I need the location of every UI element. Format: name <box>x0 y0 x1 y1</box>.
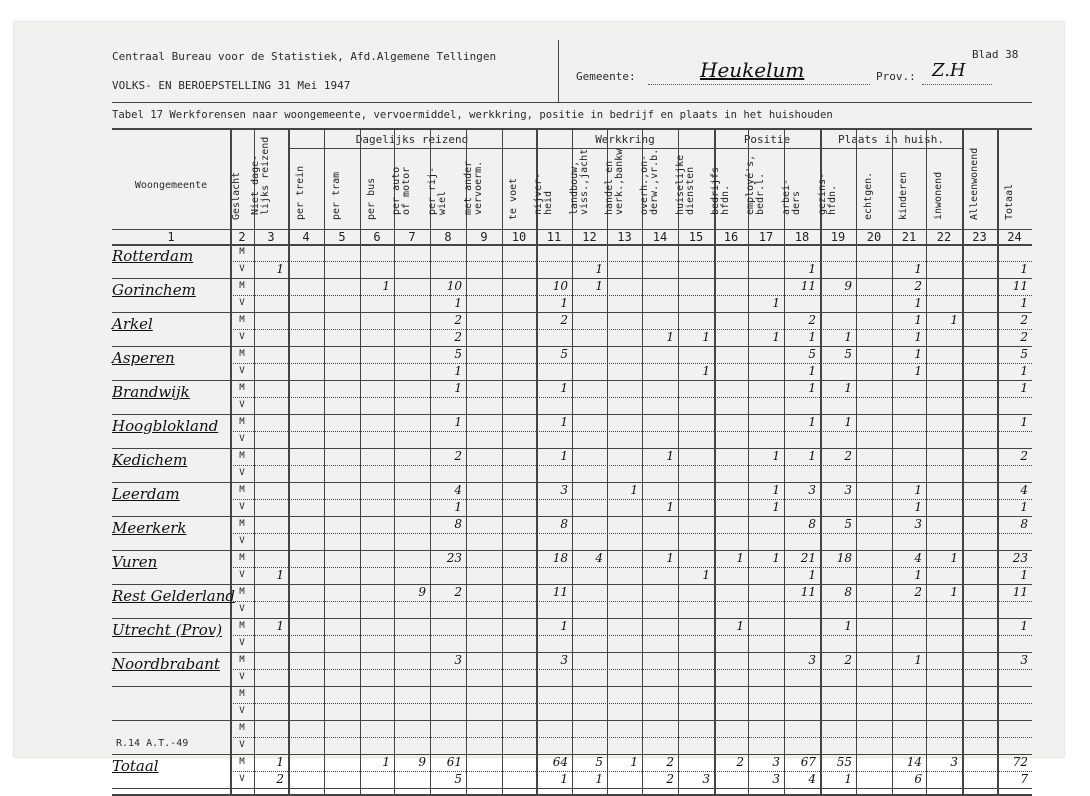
col-header-24 <box>997 128 1032 229</box>
count-value: 1 <box>914 483 922 497</box>
row-m-rule <box>230 703 1032 704</box>
col-header-11 <box>533 148 572 229</box>
count-value: 8 <box>844 585 852 599</box>
col-header-label: inwonend <box>933 171 944 220</box>
col-header-21 <box>892 148 926 229</box>
woongemeente-name: Meerkerk <box>112 519 187 537</box>
col-header-label: Alleenwonend <box>968 147 980 220</box>
count-value: 2 <box>560 313 568 327</box>
col-number: 24 <box>1007 230 1022 244</box>
col-header-3 <box>250 128 288 229</box>
count-value: 1 <box>276 568 284 582</box>
count-value: 1 <box>1020 619 1028 633</box>
count-value: 11 <box>800 585 816 599</box>
count-value: 1 <box>844 381 852 395</box>
row-m-rule <box>230 397 1032 398</box>
count-value: 1 <box>702 568 710 582</box>
prov-value: Z.H <box>932 60 966 81</box>
row-rule <box>112 414 1032 415</box>
woongemeente-name: Utrecht (Prov) <box>112 621 223 639</box>
count-value: 1 <box>772 296 780 310</box>
count-value: 3 <box>808 483 816 497</box>
count-value: 1 <box>276 262 284 276</box>
sex-v: V <box>239 740 245 750</box>
col-header-4 <box>288 148 324 229</box>
col-number: 2 <box>238 230 246 244</box>
col-number: 7 <box>408 230 416 244</box>
count-value: 1 <box>666 551 674 565</box>
count-value: 5 <box>595 755 603 769</box>
col-header-12 <box>568 148 607 229</box>
gemeente-line <box>648 84 870 85</box>
count-value: 10 <box>446 279 462 293</box>
col-header-16 <box>710 148 748 229</box>
count-value: 2 <box>666 755 674 769</box>
sex-m: M <box>239 417 245 427</box>
count-value: 1 <box>808 262 816 276</box>
count-value: 3 <box>950 755 958 769</box>
count-value: 3 <box>808 653 816 667</box>
sex-m: M <box>239 451 245 461</box>
count-value: 2 <box>454 330 462 344</box>
count-value: 1 <box>595 772 603 786</box>
count-value: 1 <box>914 313 922 327</box>
count-value: 1 <box>560 415 568 429</box>
group-label-dagelijks: Dagelijks reizend <box>355 133 469 146</box>
col-header-label: per tram <box>331 171 342 220</box>
row-m-rule <box>230 635 1032 636</box>
sex-m: M <box>239 349 245 359</box>
sex-v: V <box>239 536 245 546</box>
blad-label: Blad 38 <box>972 48 1019 61</box>
woongemeente-name: Vuren <box>112 553 158 571</box>
count-value: 11 <box>552 585 568 599</box>
sex-m: M <box>239 315 245 325</box>
woongemeente-name: Gorinchem <box>112 281 196 299</box>
count-value: 1 <box>1020 500 1028 514</box>
count-value: 5 <box>844 517 852 531</box>
count-value: 2 <box>736 755 744 769</box>
col-header-label: bedrijfs- hfdn. <box>710 160 731 215</box>
count-value: 3 <box>772 755 780 769</box>
sex-v: V <box>239 400 245 410</box>
col-number: 21 <box>901 230 917 244</box>
col-number: 18 <box>794 230 810 244</box>
count-value: 5 <box>454 347 462 361</box>
col-header-8 <box>427 148 466 229</box>
col-header-5 <box>324 148 360 229</box>
woongemeente-name: Brandwijk <box>112 383 190 401</box>
count-value: 9 <box>418 585 426 599</box>
count-value: 1 <box>1020 262 1028 276</box>
row-rule <box>112 686 1032 687</box>
col-header-label: kinderen <box>898 171 909 220</box>
count-value: 3 <box>454 653 462 667</box>
row-m-rule <box>230 533 1032 534</box>
sex-v: V <box>239 366 245 376</box>
count-value: 1 <box>914 262 922 276</box>
group-label-positie: Positie <box>743 133 791 146</box>
count-value: 3 <box>1020 653 1028 667</box>
count-value: 1 <box>844 772 852 786</box>
col-header-15 <box>675 148 714 229</box>
count-value: 1 <box>772 500 780 514</box>
count-value: 72 <box>1012 755 1028 769</box>
count-value: 2 <box>914 585 922 599</box>
sex-v: V <box>239 570 245 580</box>
sex-m: M <box>239 757 245 767</box>
count-value: 1 <box>808 364 816 378</box>
count-value: 4 <box>808 772 816 786</box>
count-value: 2 <box>666 772 674 786</box>
count-value: 6 <box>914 772 922 786</box>
prov-line <box>922 84 992 85</box>
col-header-13 <box>603 148 642 229</box>
count-value: 1 <box>630 483 638 497</box>
count-value: 1 <box>1020 381 1028 395</box>
count-value: 1 <box>560 772 568 786</box>
count-value: 55 <box>836 755 852 769</box>
col-header-17 <box>745 148 784 229</box>
sex-m: M <box>239 553 245 563</box>
count-value: 2 <box>844 653 852 667</box>
col-header-label: overh.,on- derw.,vr.b. <box>639 148 660 215</box>
row-rule <box>112 618 1032 619</box>
sex-v: V <box>239 332 245 342</box>
count-value: 1 <box>950 313 958 327</box>
col-number: 1 <box>167 230 175 244</box>
count-value: 61 <box>446 755 462 769</box>
count-value: 23 <box>1012 551 1028 565</box>
count-value: 1 <box>772 551 780 565</box>
sex-v: V <box>239 434 245 444</box>
count-value: 1 <box>808 568 816 582</box>
count-value: 8 <box>808 517 816 531</box>
sex-m: M <box>239 485 245 495</box>
col-number: 23 <box>972 230 987 244</box>
count-value: 7 <box>1020 772 1028 786</box>
count-value: 1 <box>914 364 922 378</box>
count-value: 10 <box>552 279 568 293</box>
col-header-10 <box>502 148 536 229</box>
gemeente-label: Gemeente: <box>576 70 636 83</box>
sex-v: V <box>239 638 245 648</box>
count-value: 3 <box>772 772 780 786</box>
count-value: 1 <box>666 449 674 463</box>
count-value: 1 <box>1020 364 1028 378</box>
count-value: 1 <box>844 619 852 633</box>
count-value: 1 <box>702 330 710 344</box>
count-value: 1 <box>950 585 958 599</box>
count-value: 1 <box>560 619 568 633</box>
count-value: 3 <box>844 483 852 497</box>
col-header-6 <box>360 148 394 229</box>
count-value: 1 <box>454 364 462 378</box>
col-header-label: echtgen. <box>863 171 874 220</box>
col-header-9 <box>463 148 502 229</box>
row-m-rule <box>230 431 1032 432</box>
count-value: 4 <box>1020 483 1028 497</box>
count-value: 1 <box>276 619 284 633</box>
count-value: 1 <box>772 449 780 463</box>
prov-label: Prov.: <box>876 70 916 83</box>
count-value: 1 <box>914 330 922 344</box>
count-value: 1 <box>950 551 958 565</box>
count-value: 1 <box>736 619 744 633</box>
count-value: 1 <box>914 653 922 667</box>
col-number: 9 <box>480 230 488 244</box>
count-value: 1 <box>808 330 816 344</box>
col-header-label: te voet <box>508 177 519 220</box>
col-header-label: Geslacht <box>231 171 242 220</box>
row-rule <box>112 788 1032 789</box>
count-value: 2 <box>808 313 816 327</box>
count-value: 18 <box>552 551 568 565</box>
gemeente-value: Heukelum <box>700 58 805 82</box>
census-line: VOLKS- EN BEROEPSTELLING 31 Mei 1947 <box>112 79 351 92</box>
count-value: 1 <box>454 381 462 395</box>
col-header-label: Totaal <box>1003 183 1015 220</box>
sex-v: V <box>239 774 245 784</box>
sex-v: V <box>239 502 245 512</box>
row-m-rule <box>230 601 1032 602</box>
count-value: 3 <box>560 483 568 497</box>
count-value: 1 <box>454 415 462 429</box>
count-value: 14 <box>906 755 922 769</box>
col-header-label: per rij- wiel <box>427 166 448 215</box>
col-header-label: handel en verk.,bankw <box>603 148 625 215</box>
col-header-20 <box>856 148 892 229</box>
col-number: 3 <box>267 230 275 244</box>
sex-v: V <box>239 298 245 308</box>
sex-m: M <box>239 383 245 393</box>
count-value: 1 <box>772 330 780 344</box>
count-value: 1 <box>454 500 462 514</box>
form-number: R.14 A.T.-49 <box>116 738 189 749</box>
count-value: 1 <box>772 483 780 497</box>
col-number: 10 <box>511 230 527 244</box>
count-value: 3 <box>914 517 922 531</box>
count-value: 1 <box>560 381 568 395</box>
col-number: 13 <box>617 230 632 244</box>
count-value: 1 <box>630 755 638 769</box>
col-header-19 <box>817 148 856 229</box>
count-value: 64 <box>552 755 568 769</box>
count-value: 1 <box>1020 568 1028 582</box>
sex-m: M <box>239 247 245 257</box>
count-value: 1 <box>560 449 568 463</box>
count-value: 2 <box>914 279 922 293</box>
col-header-label: per trein <box>295 165 306 220</box>
count-value: 2 <box>454 449 462 463</box>
row-m-rule <box>230 465 1032 466</box>
sex-v: V <box>239 604 245 614</box>
col-number: 8 <box>444 230 452 244</box>
col-header-22 <box>926 148 962 229</box>
count-value: 5 <box>560 347 568 361</box>
count-value: 1 <box>666 500 674 514</box>
count-value: 9 <box>844 279 852 293</box>
sex-m: M <box>239 587 245 597</box>
count-value: 5 <box>844 347 852 361</box>
col-number: 5 <box>338 230 346 244</box>
count-value: 1 <box>382 755 390 769</box>
count-value: 1 <box>808 381 816 395</box>
bureau-line: Centraal Bureau voor de Statistiek, Afd.Algemene Tellingen <box>112 50 497 63</box>
count-value: 2 <box>454 313 462 327</box>
col-header-label: per bus <box>366 177 377 220</box>
count-value: 1 <box>702 364 710 378</box>
sex-v: V <box>239 264 245 274</box>
col-number: 14 <box>652 230 668 244</box>
count-value: 2 <box>454 585 462 599</box>
group-label-werkkring: Werkkring <box>595 133 655 146</box>
count-value: 1 <box>276 755 284 769</box>
col-header-label: per auto of motor <box>391 166 412 215</box>
count-value: 1 <box>914 568 922 582</box>
count-value: 1 <box>914 347 922 361</box>
col-number: 20 <box>866 230 882 244</box>
sex-v: V <box>239 468 245 478</box>
count-value: 1 <box>666 330 674 344</box>
count-value: 1 <box>1020 415 1028 429</box>
count-value: 1 <box>382 279 390 293</box>
count-value: 67 <box>800 755 816 769</box>
count-value: 1 <box>454 296 462 310</box>
woongemeente-name: Hoogblokland <box>112 417 219 435</box>
count-value: 3 <box>560 653 568 667</box>
woongemeente-name: Noordbrabant <box>112 655 220 673</box>
count-value: 3 <box>702 772 710 786</box>
woongemeente-name: Rotterdam <box>112 247 194 265</box>
header-divider <box>558 40 559 102</box>
col-header-label: gezins- hfdn. <box>817 172 838 215</box>
col-number: 17 <box>758 230 774 244</box>
woongemeente-name: Asperen <box>112 349 175 367</box>
col-header-woongemeente: Woongemeente <box>134 180 208 191</box>
row-m-rule <box>230 669 1032 670</box>
col-header-14 <box>639 148 678 229</box>
col-number: 15 <box>688 230 704 244</box>
sex-m: M <box>239 655 245 665</box>
sex-m: M <box>239 519 245 529</box>
col-number: 12 <box>582 230 597 244</box>
census-form-sheet <box>14 22 1064 786</box>
col-header-label: employé's, bedr.l. <box>745 154 766 215</box>
count-value: 4 <box>914 551 922 565</box>
count-value: 23 <box>446 551 462 565</box>
count-value: 5 <box>454 772 462 786</box>
count-value: 2 <box>1020 313 1028 327</box>
count-value: 18 <box>836 551 852 565</box>
col-number: 6 <box>373 230 381 244</box>
sex-m: M <box>239 723 245 733</box>
count-value: 1 <box>736 551 744 565</box>
sex-m: M <box>239 689 245 699</box>
woongemeente-name: Rest Gelderland <box>112 587 235 605</box>
col-header-label: landbouw, viss.,jacht <box>568 148 590 215</box>
col-number: 4 <box>302 230 310 244</box>
count-value: 4 <box>454 483 462 497</box>
count-value: 1 <box>808 415 816 429</box>
group-label-plaats: Plaats in huish. <box>838 133 944 146</box>
col-number: 22 <box>936 230 952 244</box>
count-value: 1 <box>844 415 852 429</box>
count-value: 1 <box>808 449 816 463</box>
count-value: 4 <box>595 551 603 565</box>
count-value: 8 <box>560 517 568 531</box>
count-value: 1 <box>844 330 852 344</box>
sex-v: V <box>239 672 245 682</box>
count-value: 8 <box>454 517 462 531</box>
woongemeente-name: Leerdam <box>112 485 180 503</box>
col-header-label: met ander vervoerm. <box>463 160 484 215</box>
count-value: 1 <box>595 279 603 293</box>
count-value: 2 <box>844 449 852 463</box>
table-title: Tabel 17 Werkforensen naar woongemeente, vervoermiddel, werkkring, positie in bedrijf en plaats in het huishouden <box>112 109 833 121</box>
sex-m: M <box>239 621 245 631</box>
col-header-label: huiselijke diensten <box>675 154 696 215</box>
row-rule <box>112 448 1032 449</box>
col-number: 11 <box>546 230 562 244</box>
col-header-label: arbei- ders <box>781 178 802 215</box>
sex-v: V <box>239 706 245 716</box>
col-header-label: Niet dage- lijks reizend <box>250 136 271 215</box>
sex-m: M <box>239 281 245 291</box>
count-value: 11 <box>1012 279 1028 293</box>
count-value: 8 <box>1020 517 1028 531</box>
row-m-rule <box>230 737 1032 738</box>
woongemeente-name: Kedichem <box>112 451 188 469</box>
col-number: 16 <box>723 230 739 244</box>
count-value: 1 <box>914 500 922 514</box>
row-rule <box>112 720 1032 721</box>
col-header-18 <box>781 148 820 229</box>
count-value: 11 <box>1012 585 1028 599</box>
col-header-label: nijver- heid <box>533 172 554 215</box>
count-value: 21 <box>800 551 816 565</box>
count-value: 9 <box>418 755 426 769</box>
col-header-7 <box>391 148 430 229</box>
count-value: 2 <box>1020 449 1028 463</box>
woongemeente-name: Arkel <box>112 315 153 333</box>
woongemeente-name: Totaal <box>112 757 159 775</box>
count-value: 5 <box>808 347 816 361</box>
col-header-23 <box>962 128 997 229</box>
count-value: 11 <box>800 279 816 293</box>
count-value: 2 <box>276 772 284 786</box>
count-value: 1 <box>914 296 922 310</box>
col-number: 19 <box>830 230 846 244</box>
count-value: 5 <box>1020 347 1028 361</box>
count-value: 2 <box>1020 330 1028 344</box>
row-rule <box>112 380 1032 381</box>
count-value: 1 <box>1020 296 1028 310</box>
count-value: 1 <box>595 262 603 276</box>
count-value: 1 <box>560 296 568 310</box>
header-rule <box>112 102 1032 103</box>
